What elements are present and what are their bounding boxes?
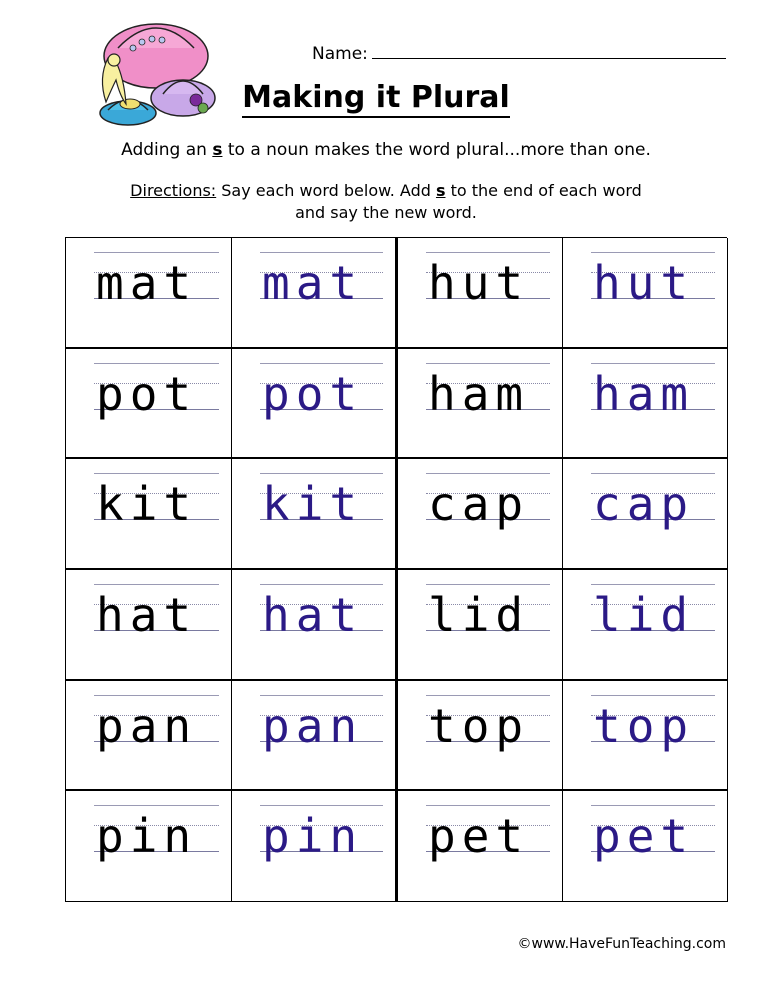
word-cell (66, 791, 232, 902)
word-cell (398, 681, 563, 792)
word-cell (66, 349, 232, 460)
word-cell (563, 238, 728, 349)
sample-word: mat (96, 256, 198, 310)
word-cell (563, 791, 728, 902)
word-cell (563, 349, 728, 460)
sample-word: hut (428, 256, 530, 310)
word-cell (398, 349, 563, 460)
word-cell (563, 681, 728, 792)
directions-label: Directions: (130, 181, 217, 200)
word-cell (66, 681, 232, 792)
word-cell (398, 459, 563, 570)
trace-word: pin (262, 809, 364, 864)
name-field[interactable] (312, 44, 726, 64)
trace-word: hat (262, 587, 364, 642)
word-cell (563, 459, 728, 570)
sample-word: pet (428, 809, 530, 864)
trace-word: top (593, 698, 695, 753)
word-cell (563, 570, 728, 681)
word-cell (232, 791, 398, 902)
word-cell (398, 791, 563, 902)
sample-word: cap (428, 477, 530, 532)
intro-text: Adding an s to a noun makes the word plural...more than one. (121, 140, 651, 160)
word-cell (232, 681, 398, 792)
sample-word: pin (96, 809, 198, 864)
directions-text: Directions: Say each word below. Add s to the end of each word and say the new word. (130, 181, 642, 222)
sample-word: ham (428, 366, 530, 421)
sample-word: top (428, 698, 530, 753)
page-title: Making it Plural (0, 80, 772, 115)
word-cell (66, 570, 232, 681)
trace-word: lid (593, 587, 695, 642)
trace-word: pot (262, 366, 364, 421)
word-cell (398, 570, 563, 681)
sample-word: lid (428, 587, 530, 642)
sample-word: pot (96, 366, 198, 421)
sample-word: pan (96, 698, 198, 753)
trace-word: mat (262, 256, 364, 310)
word-cell (66, 459, 232, 570)
word-cell (398, 238, 563, 349)
trace-word: pan (262, 698, 364, 753)
trace-word: ham (593, 366, 695, 421)
word-cell (232, 349, 398, 460)
trace-word: hut (593, 256, 695, 310)
word-cell (232, 238, 398, 349)
word-cell (232, 570, 398, 681)
word-cell (66, 238, 232, 349)
name-label: Name: (312, 44, 368, 64)
trace-word: kit (262, 477, 364, 532)
word-cell (232, 459, 398, 570)
word-grid (65, 237, 727, 902)
copyright-footer: ©www.HaveFunTeaching.com (517, 936, 726, 952)
sample-word: hat (96, 587, 198, 642)
trace-word: cap (593, 477, 695, 532)
trace-word: pet (593, 809, 695, 864)
sample-word: kit (96, 477, 198, 532)
name-blank-line[interactable] (372, 44, 726, 59)
